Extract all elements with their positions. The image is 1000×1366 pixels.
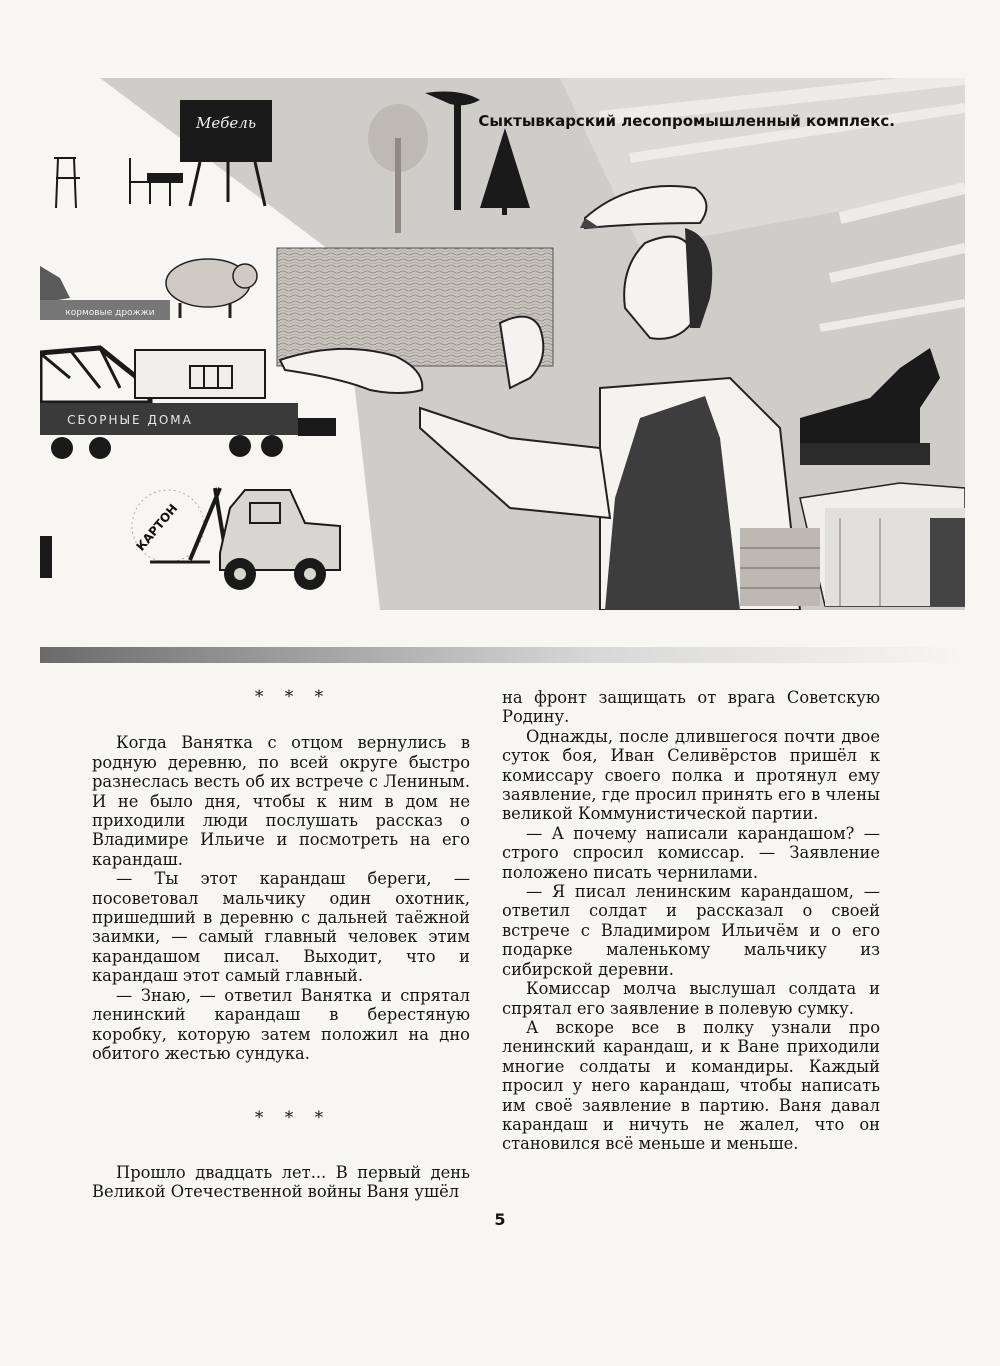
right-column xyxy=(502,688,880,1154)
cardboard-label: КАРТОН xyxy=(133,501,181,554)
paragraph: — Ты этот карандаш береги, — посоветовал мальчику один охотник, пришедший в деревню с дальней таёжной заимки, — самый главный человек этим карандашом писал. Выходит, что и карандаш этот самый главный. xyxy=(92,869,470,986)
section-stars: * * * xyxy=(254,687,332,707)
furniture-sign-label: Мебель xyxy=(196,114,256,132)
page-number: 5 xyxy=(494,1210,506,1229)
paragraph-continued: на фронт защищать от врага Советскую Родину. xyxy=(502,688,880,727)
houses-label: СБОРНЫЕ ДОМА xyxy=(67,413,193,427)
cardboard-forklift xyxy=(132,488,340,590)
paragraph: Комиссар молча выслушал солдата и спрятал его заявление в полевую сумку. xyxy=(502,979,880,1018)
paragraph: А вскоре все в полку узнали про ленинский карандаш, и к Ване приходили многие солдаты и командиры. Каждый просил у него карандаш, чтобы написать им своё заявление в партию. Ваня давал карандаш и ничуть не жалел, что он становился всё меньше и меньше. xyxy=(502,1017,880,1154)
left-column xyxy=(92,688,470,1202)
illustration-caption: Сыктывкарский лесопромышленный комплекс. xyxy=(478,112,895,130)
chairs xyxy=(54,158,182,208)
paragraph: — А почему написали карандашом? — строго спросил комиссар. — Заявление положено писать чернилами. xyxy=(502,823,880,882)
illustration xyxy=(40,78,965,610)
paragraph: — Знаю, — ответил Ванятка и спрятал ленинский карандаш в берестяную коробку, которую затем положил на дно обитого жестью сундука. xyxy=(92,985,470,1063)
dark-block xyxy=(40,536,52,578)
paragraph: Прошло двадцать лет... В первый день Великой Отечественной войны Ваня ушёл xyxy=(92,1162,470,1202)
gradient-divider xyxy=(40,647,965,663)
paragraph: — Я писал ленинским карандашом, — ответил солдат и рассказал о своей встрече с Владимиром Ильичём и о его подарке маленькому мальчику из сибирской деревни. xyxy=(502,882,880,979)
paragraph: Когда Ванятка с отцом вернулись в родную деревню, по всей округе быстро разнеслась весть об их встрече с Лениным. И не было дня, чтобы к ним в дом не приходили люди послушать рассказ о Владимире Ильиче и посмотреть на его карандаш. xyxy=(92,733,470,869)
paragraph: Однажды, после длившегося почти двое суток боя, Иван Селивёрстов пришёл к комиссару своего полка и протянул ему заявление, где просил принять его в члены великой Коммунистической партии. xyxy=(502,726,880,824)
pig xyxy=(166,259,257,318)
section-stars: * * * xyxy=(254,1108,332,1129)
yeast-label: кормовые дрожжи xyxy=(65,308,155,318)
yeast-truck xyxy=(40,266,170,320)
